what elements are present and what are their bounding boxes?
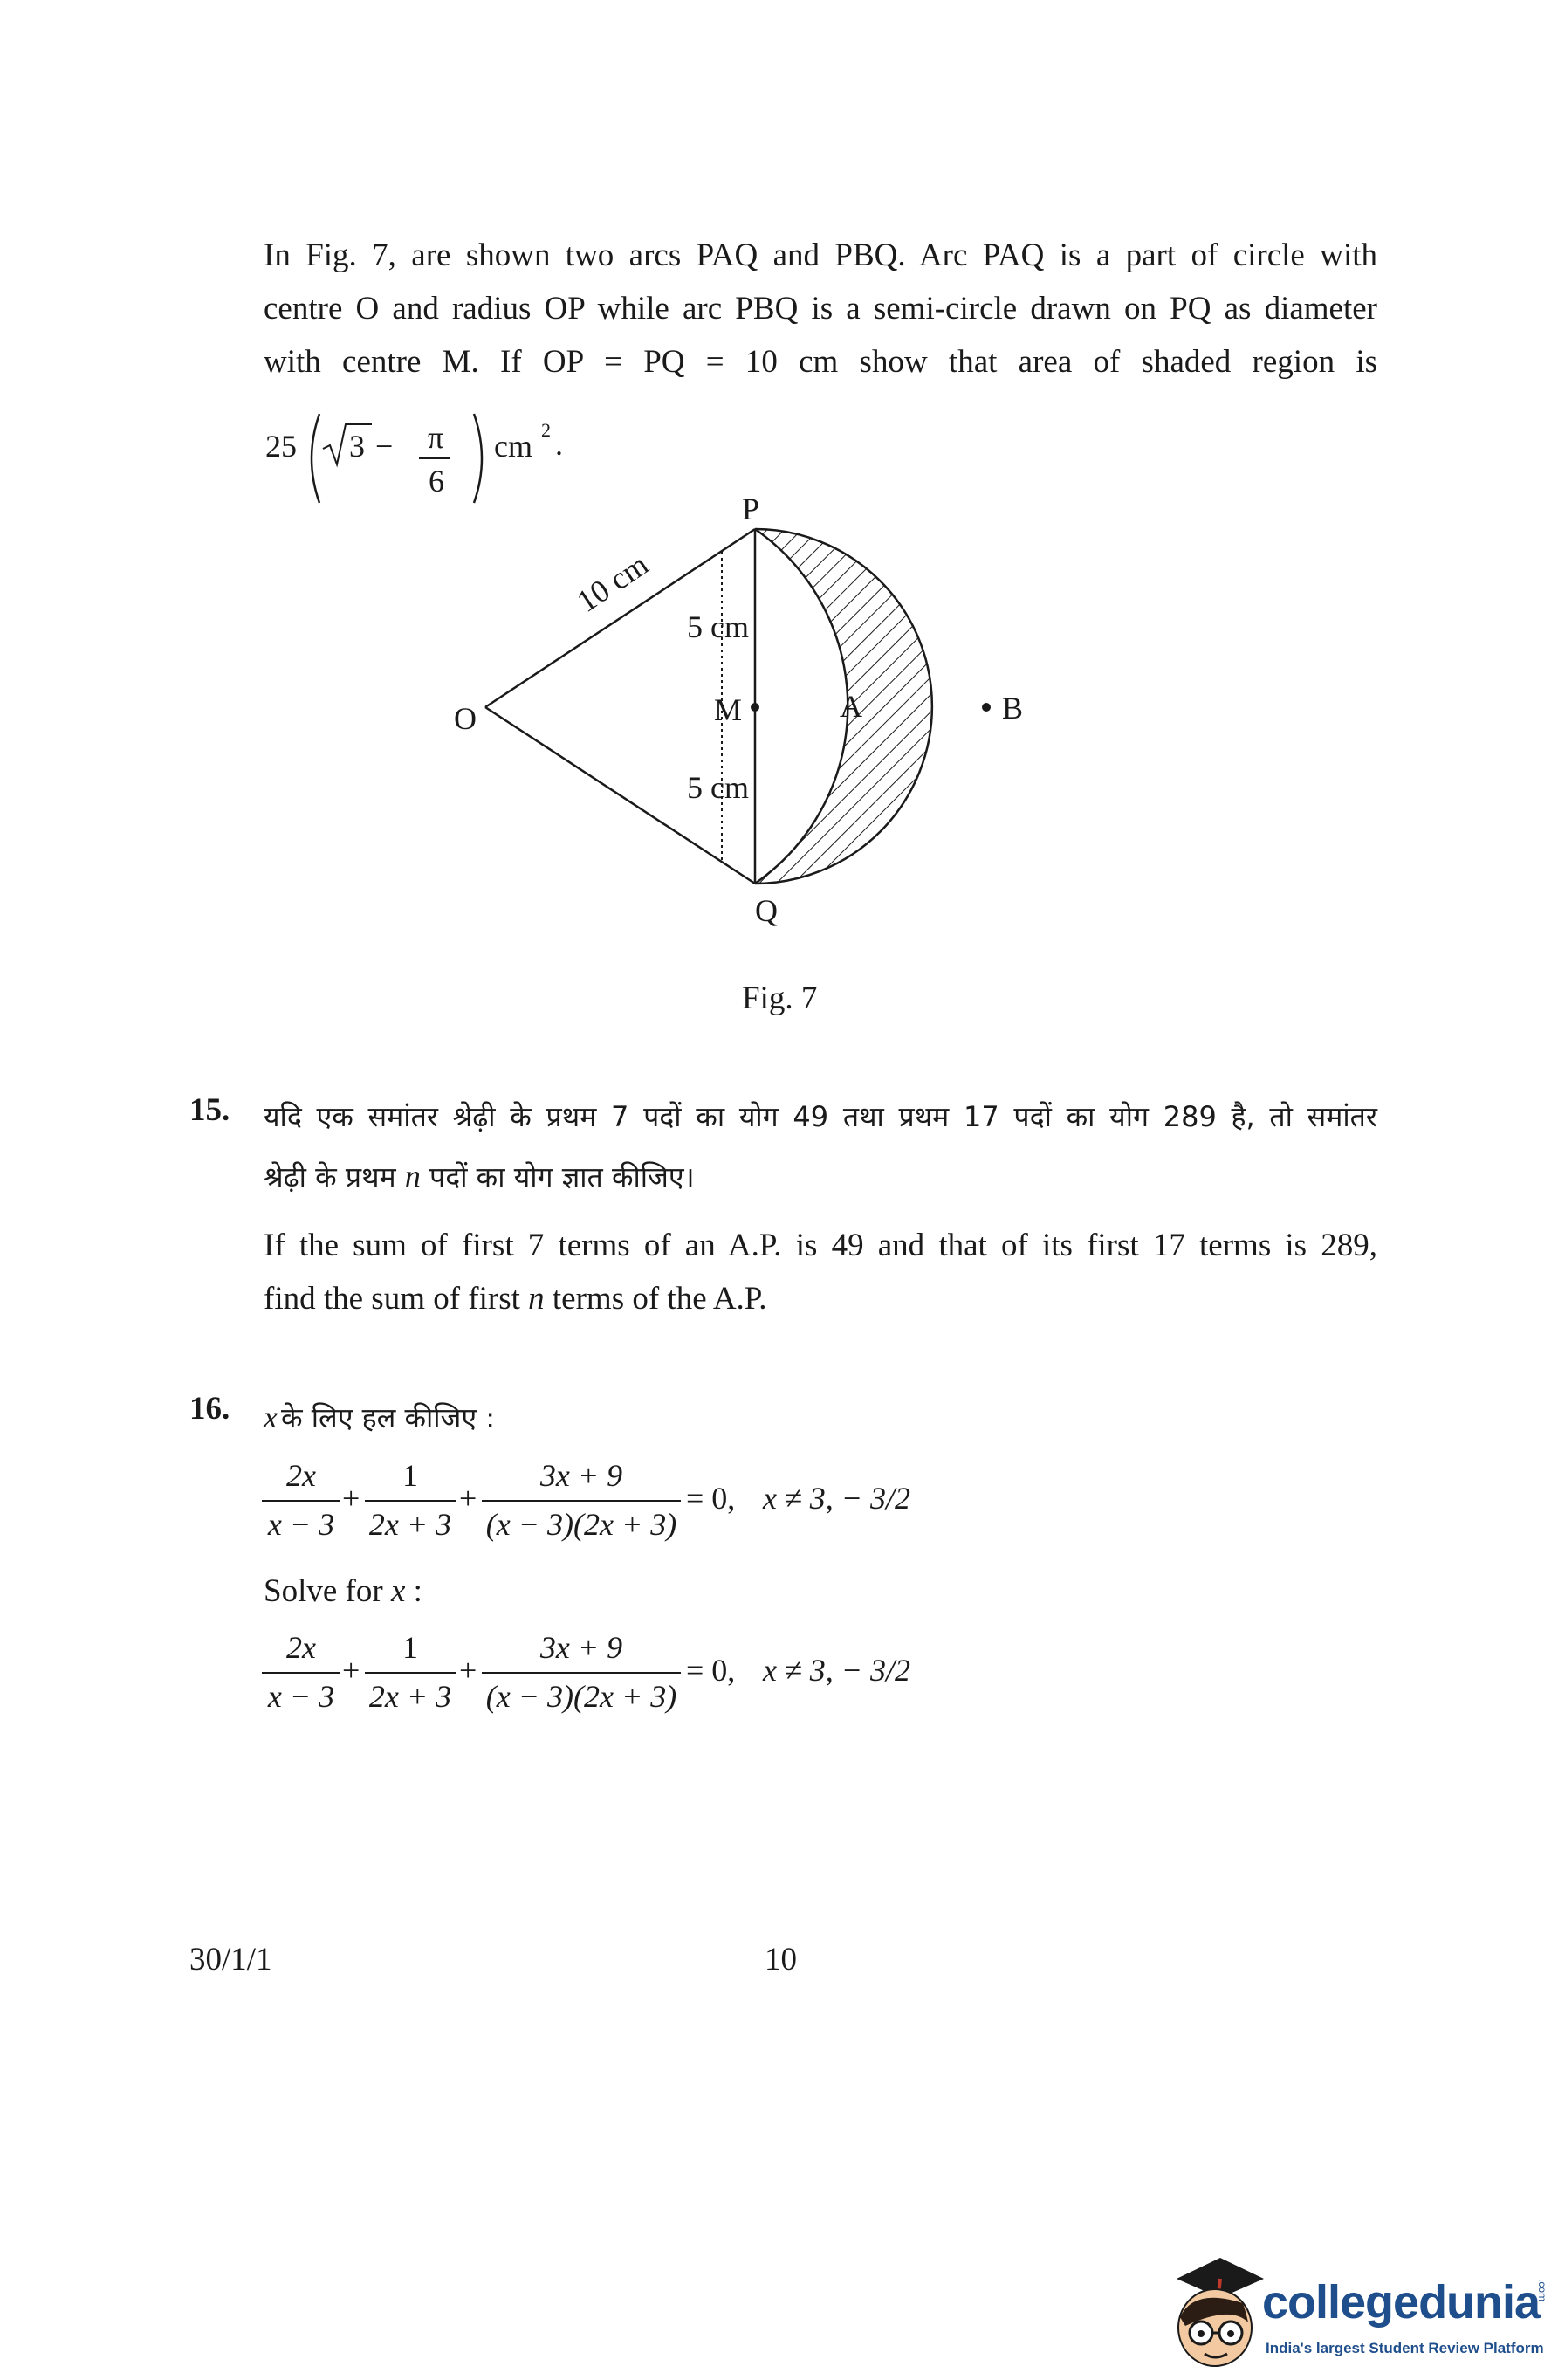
logo-tagline: India's largest Student Review Platform [1266,2340,1544,2356]
label-q: Q [755,893,778,928]
label-o: O [454,701,477,736]
logo-brand-text: collegedunia [1262,2276,1541,2328]
q16-english-line [264,1565,422,1618]
q16-hindi-text: के लिए हल कीजिए : [280,1401,495,1434]
eq1-term1 [262,1454,340,1546]
q15-en-line-1: If the sum of first 7 terms of an A.P. is 49 and that of its first 17 terms is 289, [264,1228,1377,1263]
q16-english-colon: : [413,1573,422,1609]
q16-number: 16. [189,1391,230,1427]
eq1-t1-num: 2x [286,1458,316,1493]
eq2-rhs: = 0, [686,1653,736,1688]
mascot-icon [1159,2253,1264,2375]
eq1-t2-den: 2x + 3 [368,1507,452,1542]
point-b [982,703,991,712]
label-p: P [742,492,760,526]
q16-equation-2 [262,1626,960,1722]
q16-hindi-line [264,1395,495,1446]
q16-equation-1 [262,1454,960,1550]
q15-hindi-var: n [404,1159,421,1193]
eq1-plus-1: + [342,1481,360,1516]
eq2-t2-num: 1 [402,1630,418,1665]
q15-hindi-2a: श्रेढ़ी के प्रथम [264,1160,396,1193]
eq1-condition: x ≠ 3, − 3/2 [763,1481,911,1516]
eq1-rhs: = 0, [686,1481,736,1516]
q15-number: 15. [189,1092,230,1128]
point-m [751,703,759,712]
answer-unit: cm [494,429,532,464]
eq2-t2-den: 2x + 3 [368,1679,452,1714]
answer-coef: 25 [265,429,297,464]
q15-en-2b: terms of the A.P. [552,1281,767,1317]
answer-den: 6 [429,464,444,499]
q15-en-var: n [528,1281,545,1317]
eq2-plus-2: + [459,1653,477,1688]
answer-minus: − [375,429,394,464]
q16-english-text: Solve for [264,1573,383,1609]
answer-exponent: 2 [541,419,551,441]
footer-paper-code: 30/1/1 [189,1942,272,1978]
eq1-term3 [482,1454,681,1546]
q15-hindi-2b: पदों का योग ज्ञात कीजिए। [429,1160,695,1193]
logo-suffix: .com [1536,2279,1548,2302]
figure-caption: Fig. 7 [742,980,818,1016]
eq2-t3-num: 3x + 9 [539,1630,623,1665]
q15-en-line-2 [264,1272,767,1325]
q16-english-var: x [390,1573,406,1609]
eq1-t3-num: 3x + 9 [539,1458,623,1493]
answer-period: . [555,427,563,462]
answer-pi: π [428,420,444,455]
eq2-condition: x ≠ 3, − 3/2 [763,1653,911,1688]
eq1-t3-den: (x − 3)(2x + 3) [485,1507,677,1542]
collegedunia-logo [1159,2253,1552,2375]
eq2-plus-1: + [342,1653,360,1688]
q15-hindi-line-1: यदि एक समांतर श्रेढ़ी के प्रथम 7 पदों का योग 49 तथा प्रथम 17 पदों का योग 289 है, तो समांतर [264,1100,1377,1133]
eq2-term3 [482,1626,681,1718]
label-m: M [714,692,743,727]
eq1-term2 [365,1454,456,1546]
eq1-t1-den: x − 3 [267,1507,335,1542]
eq2-t1-num: 2x [286,1630,316,1665]
label-op-length: 10 cm [570,547,655,619]
eq2-t3-den: (x − 3)(2x + 3) [485,1679,677,1714]
eq1-plus-2: + [459,1481,477,1516]
answer-sqrt-arg: 3 [349,429,365,464]
label-pm-length: 5 cm [687,609,749,644]
label-mq-length: 5 cm [687,770,749,805]
q15-hindi-line-2 [264,1154,695,1199]
q16-hindi-var: x [264,1400,278,1434]
q14-line-1: In Fig. 7, are shown two arcs PAQ and PBQ. Arc PAQ is a part of circle with [264,237,1377,273]
eq2-term1 [262,1626,340,1718]
figure-7 [0,0,1558,960]
eq2-term2 [365,1626,456,1718]
q14-line-3: with centre M. If OP = PQ = 10 cm show that area of shaded region is [264,344,1377,380]
footer-page-number: 10 [765,1942,797,1978]
label-b: B [1002,691,1024,726]
eq2-t1-den: x − 3 [267,1679,335,1714]
q14-line-2: centre O and radius OP while arc PBQ is a semi-circle drawn on PQ as diameter [264,291,1377,327]
label-a: A [840,689,862,724]
eq1-t2-num: 1 [402,1458,418,1493]
q15-en-2a: find the sum of first [264,1281,520,1317]
